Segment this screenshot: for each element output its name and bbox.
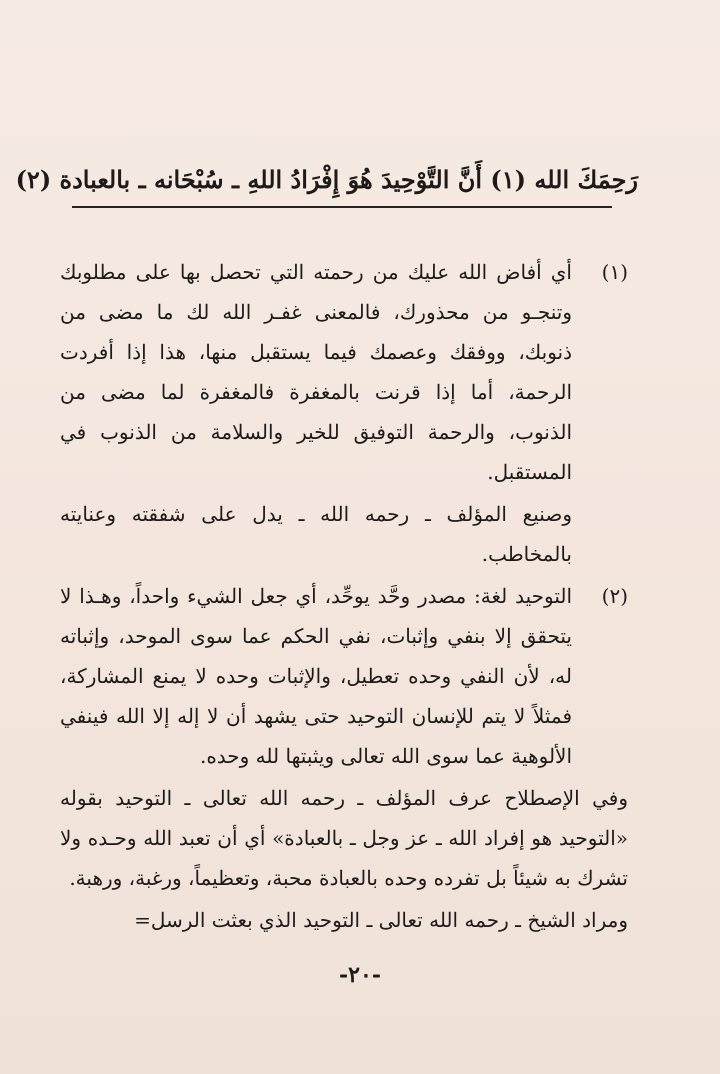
footnote-2 [60,576,628,776]
footnote-marker: (١) [601,260,628,284]
main-text-line: رَحِمَكَ الله (١) أَنَّ التَّوْحِيدَ هُوَ إِفْرَادُ اللهِ ـ سُبْحَانه ـ بالعبادة (٢) [15,165,638,194]
footnote-paragraph: أي أفاض الله عليك من رحمته التي تحصل بها على مطلوبك وتنجـو من محذورك، فالمعنى غفـر الله لك ما مضى من ذنوبك، ووفقك وعصمك فيما يستقبل منها، هذا إذا أفردت الرحمة، أما إذا قرنت بالمغفرة فالمغفرة لما مضى من الذنوب، والرحمة التوفيق للخير والسلامة من الذنوب في المستقبل. [60,260,572,484]
footnote-paragraph: وفي الإصطلاح عرف المؤلف ـ رحمه الله تعالى ـ التوحيد بقوله «التوحيد هو إفراد الله ـ عز وجل ـ بالعبادة» أي أن تعبد الله وحـده ولا تشرك به شيئاً بل تفرده وحده بالعبادة محبة، وتعظيماً، ورغبة، ورهبة. [60,786,628,890]
footnote-paragraph: وصنيع المؤلف ـ رحمه الله ـ يدل على شفقته وعنايته بالمخاطب. [60,502,572,566]
footnote-paragraph: ومراد الشيخ ـ رحمه الله تعالى ـ التوحيد الذي بعثت الرسل= [134,908,628,932]
footnotes [60,252,628,942]
footnote-separator [72,206,612,208]
footnote-paragraph: التوحيد لغة: مصدر وحَّد يوحِّد، أي جعل الشيء واحداً، وهـذا لا يتحقق إلا بنفي وإثبات، نفي الحكم عما سوى الموحد، وإثباته له، لأن النفي وحده تعطيل، والإثبات وحده لا يمنع المشاركة، فمثلاً لا يتم للإنسان التوحيد حتى يشهد أن لا إله إلا الله فينفي الألوهية عما سوى الله تعالى ويثبتها لله وحده. [60,584,573,768]
page-number: -٢٠- [339,962,381,988]
footnote-marker: (٢) [601,584,628,608]
footnote-1 [60,252,628,574]
